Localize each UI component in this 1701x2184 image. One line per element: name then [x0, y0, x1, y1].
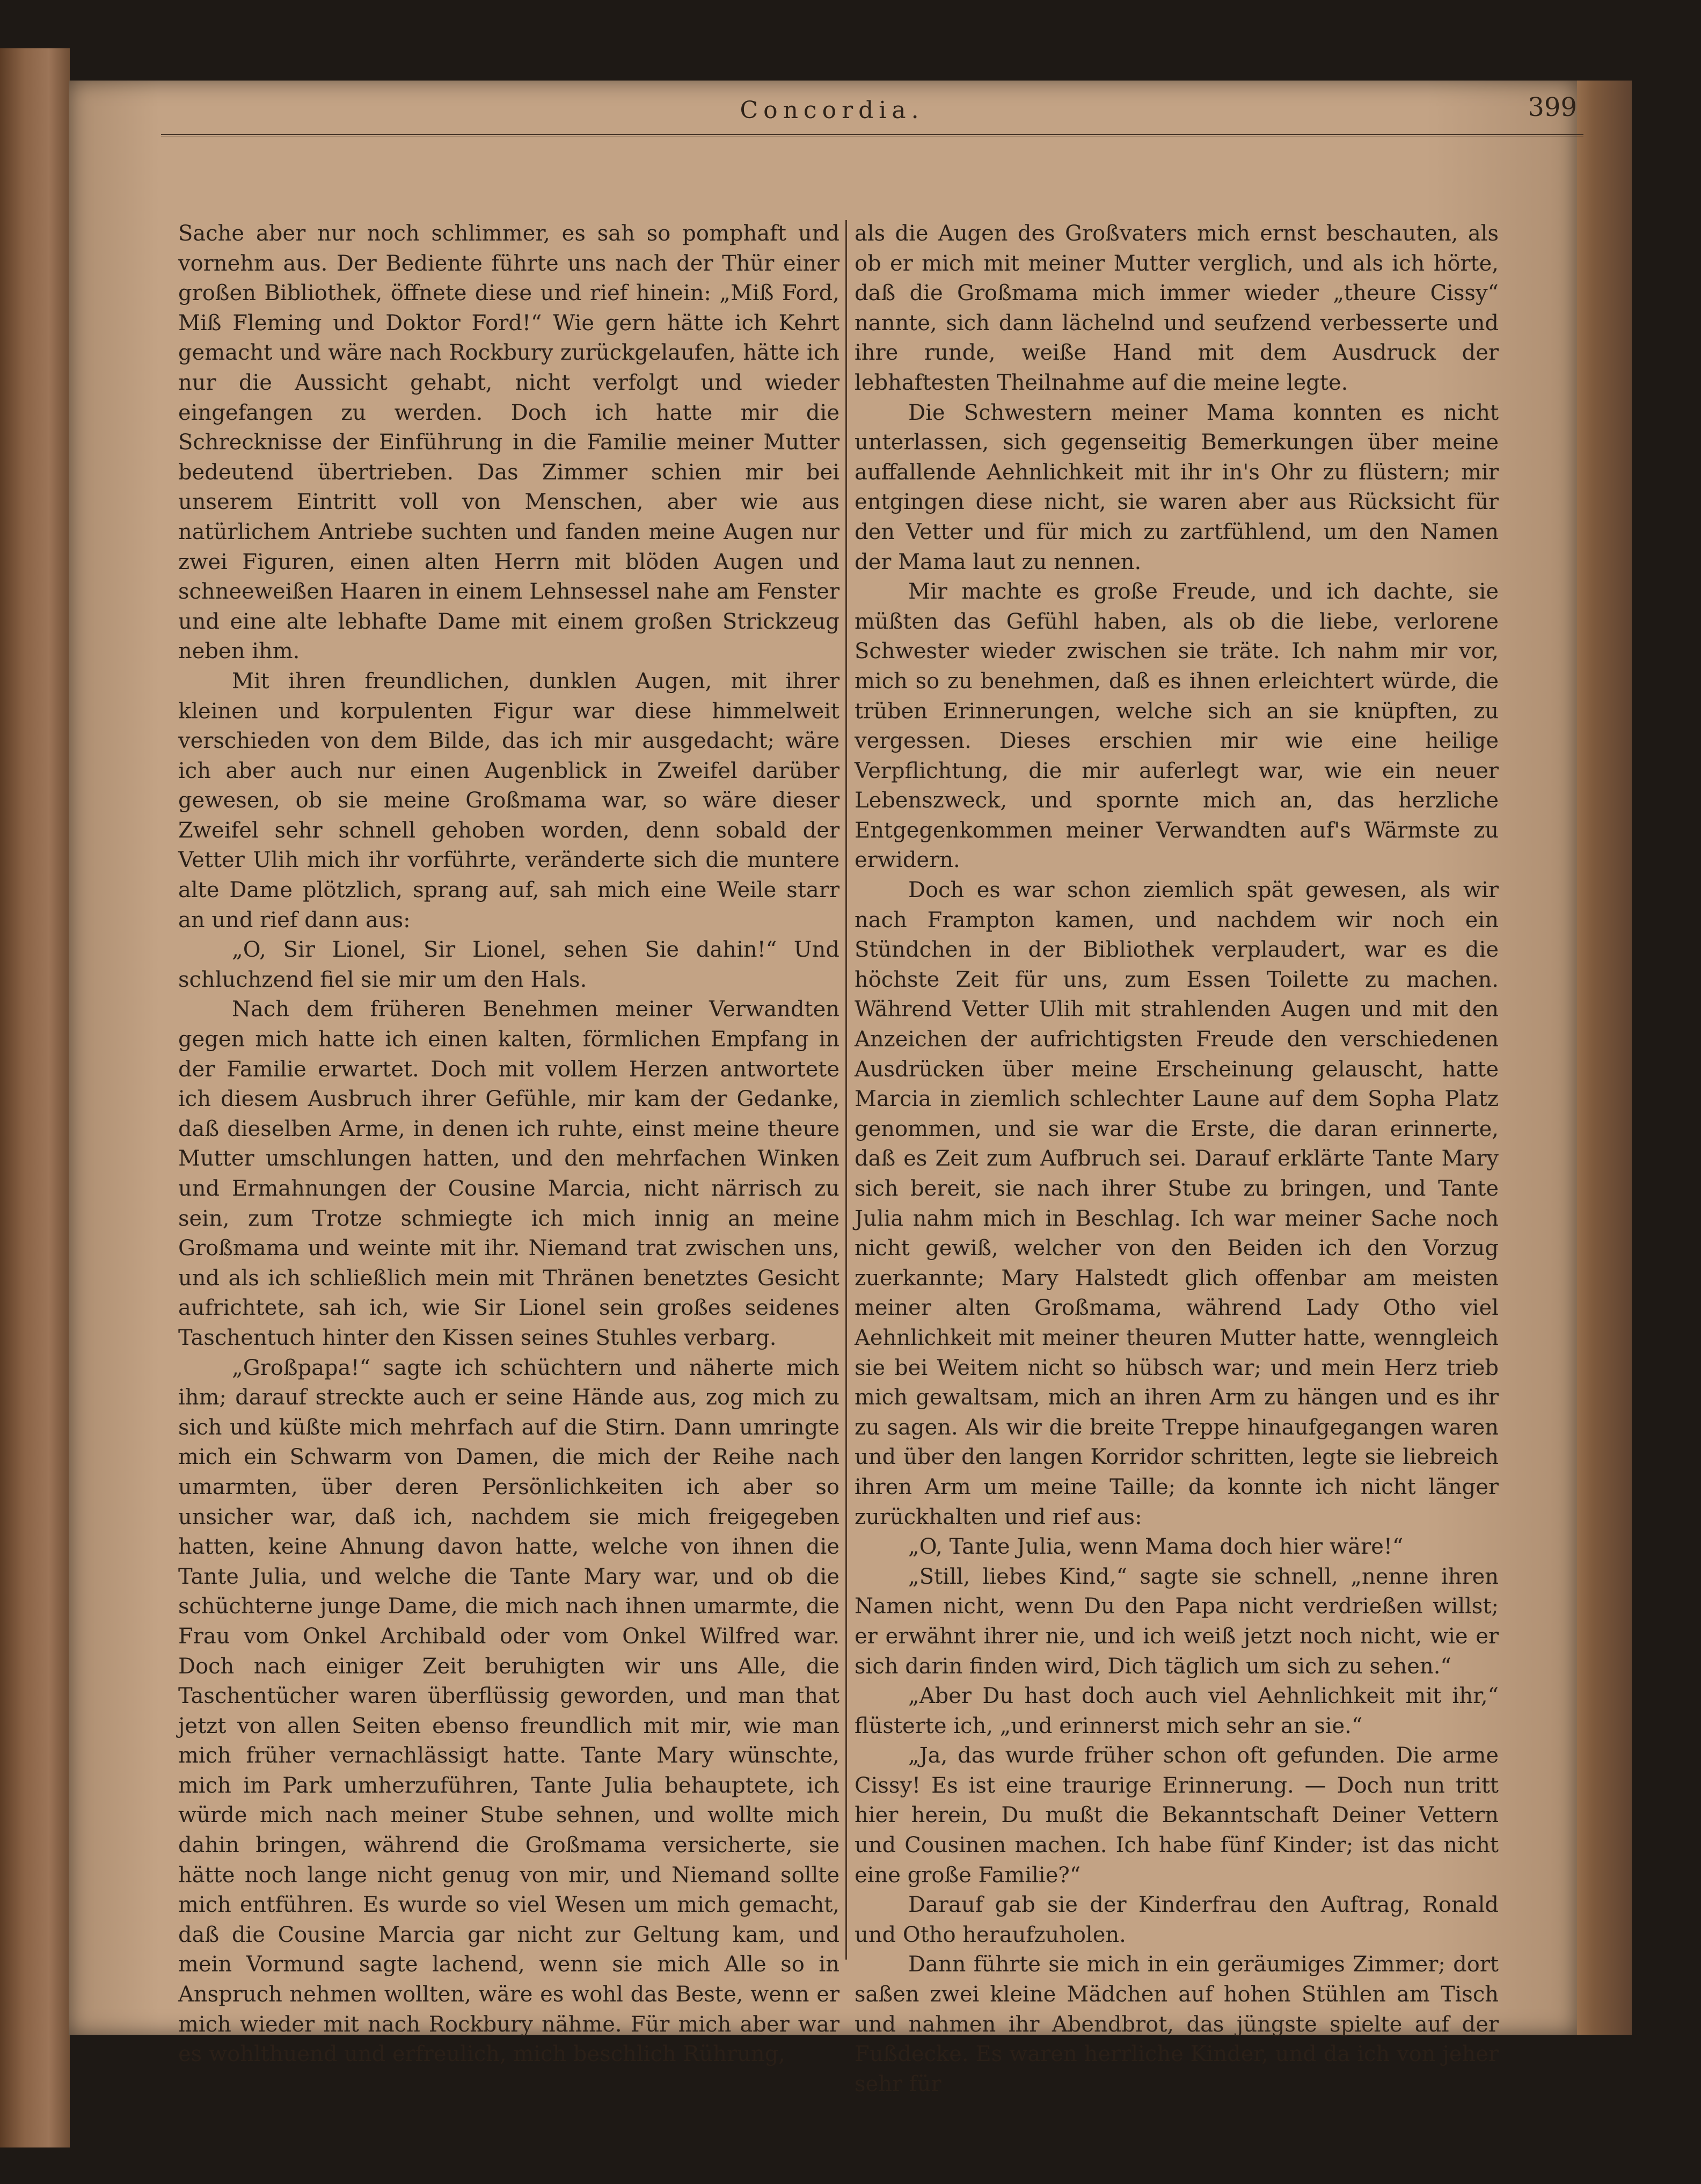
paragraph: „Ja, das wurde früher schon oft gefunden. Die arme Cissy! Es ist eine traurige Erinnerung. — Doch nun tritt hier herein, Du mußt die Bekanntschaft Deiner Vettern und Cousinen machen. Ich habe fünf Kinder; ist das nicht eine große Familie?“ [855, 1743, 1499, 1888]
paragraph: Nach dem früheren Benehmen meiner Verwandten gegen mich hatte ich einen kalten, förmlichen Empfang in der Familie erwartet. Doch mit vollem Herzen antwortete ich diesem Ausbruch ihrer Gefühle, mir kam der Gedanke, daß dieselben Arme, in denen ich ruhte, einst meine theure Mutter umschlungen hatten, und den mehrfachen Winken und Ermahnungen der Cousine Marcia, nicht närrisch zu sein, zum Trotze schmiegte ich mich innig an meine Großmama und weinte mit ihr. Niemand trat zwischen uns, und als ich schließlich mein mit Thränen benetztes Gesicht aufrichtete, sah ich, wie Sir Lionel sein großes seidenes Taschentuch hinter den Kissen seines Stuhles verbarg. [178, 997, 839, 1350]
paragraph: „Aber Du hast doch auch viel Aehnlichkeit mit ihr,“ flüsterte ich, „und erinnerst mich sehr an sie.“ [855, 1684, 1499, 1738]
paragraph: „O, Sir Lionel, Sir Lionel, sehen Sie dahin!“ Und schluchzend fiel sie mir um den Hals. [178, 937, 839, 992]
text-column-right [855, 219, 1499, 2099]
paragraph: Dann führte sie mich in ein geräumiges Zimmer; dort saßen zwei kleine Mädchen auf hohen Stühlen am Tisch und nahmen ihr Abendbrot, das jüngste spielte auf der Fußdecke. Es waren herrliche Kinder, und da ich von jeher sehr für [855, 1952, 1499, 2096]
paragraph: „O, Tante Julia, wenn Mama doch hier wäre!“ [908, 1534, 1404, 1560]
paragraph: Darauf gab sie der Kinderfrau den Auftrag, Ronald und Otho heraufzuholen. [855, 1892, 1499, 1947]
text-column-left [178, 219, 839, 2070]
paragraph: „Großpapa!“ sagte ich schüchtern und näherte mich ihm; darauf streckte auch er seine Hände aus, zog mich zu sich und küßte mich mehrfach auf die Stirn. Dann umringte mich ein Schwarm von Damen, die mich der Reihe nach umarmten, über deren Persönlichkeiten ich aber so unsicher war, daß ich, nachdem sie mich freigegeben hatten, keine Ahnung davon hatte, welche von ihnen die Tante Julia, und welche die Tante Mary war, und ob die schüchterne junge Dame, die mich nach ihnen umarmte, die Frau vom Onkel Archibald oder vom Onkel Wilfred war. Doch nach einiger Zeit beruhigten wir uns Alle, die Taschentücher waren überflüssig geworden, und man that jetzt von allen Seiten ebenso freundlich mit mir, wie man mich früher vernachlässigt hatte. Tante Mary wünschte, mich im Park umherzuführen, Tante Julia behauptete, ich würde mich nach meiner Stube sehnen, und wollte mich dahin bringen, während die Großmama versicherte, sie hätte noch lange nicht genug von mir, und Niemand sollte mich entführen. Es wurde so viel Wesen um mich gemacht, daß die Cousine Marcia gar nicht zur Geltung kam, und mein Vormund sagte lachend, wenn sie mich Alle so in Anspruch nehmen wollten, wäre es wohl das Beste, wenn er mich wieder mit nach Rockbury nähme. Für mich aber war es wohlthuend und erfreulich, mich beschlich Rührung, [178, 1355, 839, 2067]
paragraph: „Still, liebes Kind,“ sagte sie schnell, „nenne ihren Namen nicht, wenn Du den Papa nicht verdrießen willst; er erwähnt ihrer nie, und ich weiß jetzt noch nicht, wie er sich darin finden wird, Dich täglich um sich zu sehen.“ [855, 1564, 1499, 1679]
header-rule [161, 134, 1583, 136]
paragraph: Doch es war schon ziemlich spät gewesen, als wir nach Frampton kamen, und nachdem wir noch ein Stündchen in der Bibliothek verplaudert, war es die höchste Zeit für uns, zum Essen Toilette zu machen. Während Vetter Ulih mit strahlenden Augen und mit den Anzeichen der aufrichtigsten Freude den verschiedenen Ausdrücken über meine Erscheinung gelauscht, hatte Marcia in ziemlich schlechter Laune auf dem Sopha Platz genommen, und sie war die Erste, die daran erinnerte, daß es Zeit zum Aufbruch sei. Darauf erklärte Tante Mary sich bereit, sie nach ihrer Stube zu bringen, und Tante Julia nahm mich in Beschlag. Ich war meiner Sache noch nicht gewiß, welcher von den Beiden ich den Vorzug zuerkannte; Mary Halstedt glich offenbar am meisten meiner alten Großmama, während Lady Otho viel Aehnlichkeit mit meiner theuren Mutter hatte, wenngleich sie bei Weitem nicht so hübsch war; und mein Herz trieb mich gewaltsam, mich an ihren Arm zu hängen und es ihr zu sagen. Als wir die breite Treppe hinaufgegangen waren und über den langen Korridor schritten, legte sie liebreich ihren Arm um meine Taille; da konnte ich nicht länger zurückhalten und rief aus: [855, 878, 1499, 1530]
paragraph: Die Schwestern meiner Mama konnten es nicht unterlassen, sich gegenseitig Bemerkungen über meine auffallende Aehnlichkeit mit ihr in's Ohr zu flüstern; mir entgingen diese nicht, sie waren aber aus Rücksicht für den Vetter und für mich zu zartfühlend, um den Namen der Mama laut zu nennen. [855, 400, 1499, 574]
paragraph: als die Augen des Großvaters mich ernst beschauten, als ob er mich mit meiner Mutter verglich, und als ich hörte, daß die Großmama mich immer wieder „theure Cissy“ nannte, sich dann lächelnd und seufzend verbesserte und ihre runde, weiße Hand mit dem Ausdruck der lebhaftesten Theilnahme auf die meine legte. [855, 221, 1499, 395]
column-rule [845, 220, 847, 1960]
facing-page-edge [0, 48, 70, 2147]
paragraph: Mir machte es große Freude, und ich dachte, sie müßten das Gefühl haben, als ob die liebe, verlorene Schwester wieder zwischen sie träte. Ich nahm mir vor, mich so zu benehmen, daß es ihnen erleichtert würde, die trüben Erinnerungen, welche sich an sie knüpften, zu vergessen. Dieses erschien mir wie eine heilige Verpflichtung, die mir auferlegt war, wie ein neuer Lebenszweck, und spornte mich an, das herzliche Entgegenkommen meiner Verwandten auf's Wärmste zu erwidern. [855, 579, 1499, 873]
running-head: Concordia. [740, 97, 924, 124]
paragraph: Mit ihren freundlichen, dunklen Augen, mit ihrer kleinen und korpulenten Figur war diese himmelweit verschieden von dem Bilde, das ich mir ausgedacht; wäre ich aber auch nur einen Augenblick in Zweifel darüber gewesen, ob sie meine Großmama war, so wäre dieser Zweifel sehr schnell gehoben worden, denn sobald der Vetter Ulih mich ihr vorführte, veränderte sich die muntere alte Dame plötzlich, sprang auf, sah mich eine Weile starr an und rief dann aus: [178, 668, 839, 933]
paragraph: Sache aber nur noch schlimmer, es sah so pomphaft und vornehm aus. Der Bediente führte uns nach der Thür einer großen Bibliothek, öffnete diese und rief hinein: „Miß Ford, Miß Fleming und Doktor Ford!“ Wie gern hätte ich Kehrt gemacht und wäre nach Rockbury zurückgelaufen, hätte ich nur die Aussicht gehabt, nicht verfolgt und wieder eingefangen zu werden. Doch ich hatte mir die Schrecknisse der Einführung in die Familie meiner Mutter bedeutend übertrieben. Das Zimmer schien mir bei unserem Eintritt voll von Menschen, aber wie aus natürlichem Antriebe suchten und fanden meine Augen nur zwei Figuren, einen alten Herrn mit blöden Augen und schneeweißen Haaren in einem Lehnsessel nahe am Fenster und eine alte lebhafte Dame mit einem großen Strickzeug neben ihm. [178, 221, 839, 664]
page-number: 399 [1528, 92, 1577, 122]
binding-edge [1567, 81, 1632, 2035]
